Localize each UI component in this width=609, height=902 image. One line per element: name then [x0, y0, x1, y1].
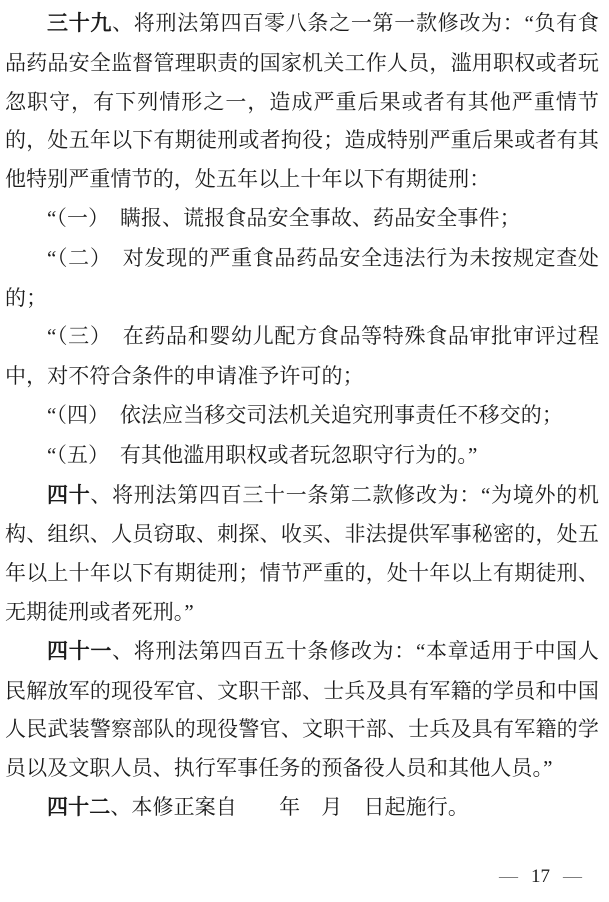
paragraph-text: “（一） 瞒报、谎报食品安全事故、药品安全事件；	[47, 205, 521, 230]
section-number-39: 三十九	[47, 12, 113, 35]
paragraph-item-1	[5, 199, 599, 239]
paragraph-text: 、本修正案自 年 月 日起施行。	[110, 794, 470, 819]
paragraph-article-40	[5, 476, 599, 632]
footer-dash-left: —	[499, 866, 518, 887]
paragraph-article-39	[5, 4, 599, 199]
paragraph-item-3	[5, 317, 599, 396]
paragraph-text: “（二） 对发现的严重食品药品安全违法行为未按规定查处的；	[5, 245, 599, 310]
document-body	[5, 4, 599, 828]
paragraph-text: “（四） 依法应当移交司法机关追究刑事责任不移交的；	[47, 402, 563, 427]
paragraph-item-4	[5, 396, 599, 436]
paragraph-article-41	[5, 632, 599, 788]
paragraph-text: 、将刑法第四百五十条修改为：“本章适用于中国人民解放军的现役军官、文职干部、士兵及具有军籍的学员和中国人民武装警察部队的现役警官、文职干部、士兵及具有军籍的学员以及文职人员、执行军事任务的预备役人员和其他人员。”	[5, 638, 599, 781]
paragraph-item-2	[5, 239, 599, 318]
paragraph-item-5	[5, 436, 599, 476]
section-number-42: 四十二	[47, 795, 111, 819]
paragraph-text: 、将刑法第四百零八条之一第一款修改为：“负有食品药品安全监督管理职责的国家机关工作人员，滥用职权或者玩忽职守，有下列情形之一，造成严重后果或者有其他严重情节的，处五年以下有期徒刑或者拘役；造成特别严重后果或者有其他特别严重情节的，处五年以上十年以下有期徒刑：	[5, 11, 599, 192]
section-number-40: 四十	[47, 483, 91, 507]
section-number-41: 四十一	[47, 639, 113, 663]
page-footer	[499, 866, 582, 888]
paragraph-text: “（三） 在药品和婴幼儿配方食品等特殊食品审批审评过程中，对不符合条件的申请准予许可的；	[5, 324, 599, 389]
page-number: 17	[531, 866, 550, 887]
paragraph-article-42	[5, 788, 599, 828]
paragraph-text: 、将刑法第四百三十一条第二款修改为：“为境外的机构、组织、人员窃取、刺探、收买、非法提供军事秘密的，处五年以上十年以下有期徒刑；情节严重的，处十年以上有期徒刑、无期徒刑或者死刑。”	[5, 482, 599, 624]
paragraph-text: “（五） 有其他滥用职权或者玩忽职守行为的。”	[47, 442, 478, 467]
footer-dash-right: —	[563, 866, 582, 887]
